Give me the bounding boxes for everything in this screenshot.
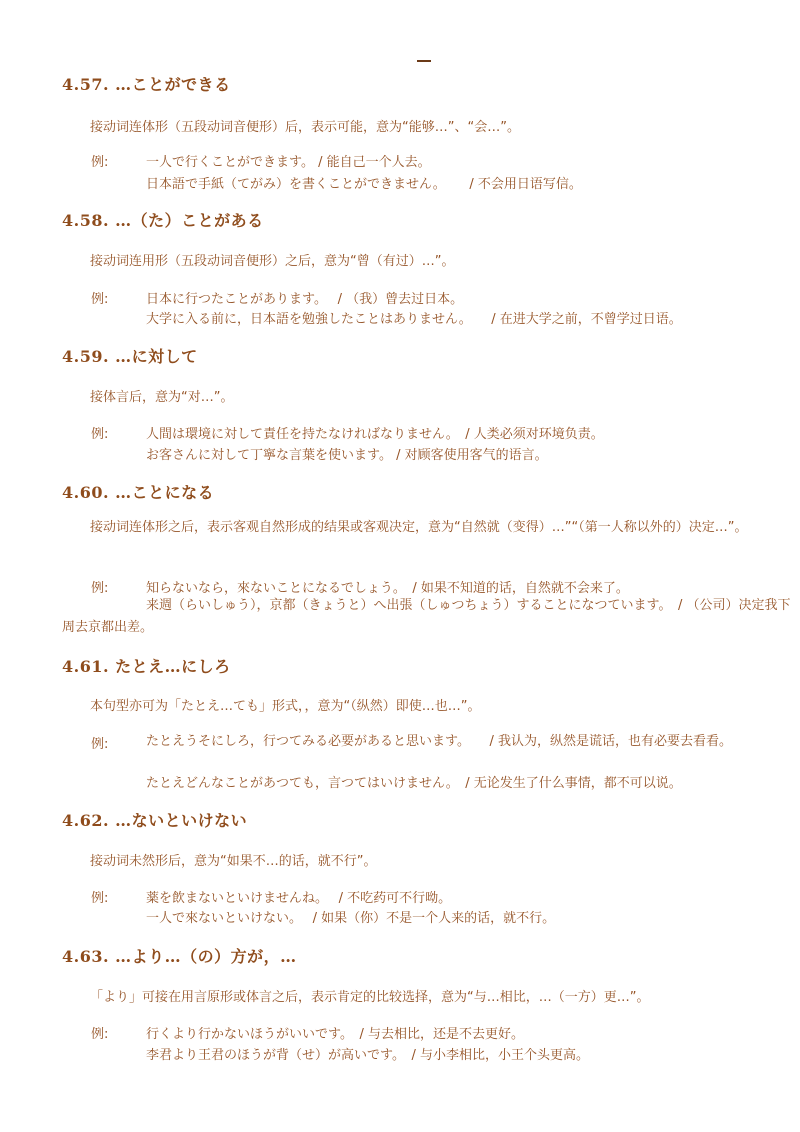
example-label: 例: bbox=[91, 427, 109, 442]
example-line: 人間は環境に対して責任を持たなければなりません。 / 人类必须对环境负责。 bbox=[146, 427, 604, 442]
section-description: 「より」可接在用言原形或体言之后，表示肯定的比较选择，意为“与…相比，…（一方）更…”。 bbox=[90, 990, 650, 1005]
section-description: 接动词连体形之后，表示客观自然形成的结果或客观决定，意为“自然就（变得）…”“（第一人称以外的）决定…”。 bbox=[90, 520, 748, 535]
section-heading: 4.63. …より…（の）方が，… bbox=[62, 947, 297, 966]
example-line: 来週（らいしゅう），京都（きょうと）へ出張（しゅつちょう）することになつています。 / （公司）决定我下周去京都出差。 bbox=[62, 598, 791, 635]
example-line: 大学に入る前に，日本語を勉強したことはありません。 / 在进大学之前，不曾学过日语。 bbox=[146, 312, 682, 327]
example-line: 日本語で手紙（てがみ）を書くことができません。 / 不会用日语写信。 bbox=[146, 177, 582, 192]
section-description: 接动词未然形后，意为“如果不…的话，就不行”。 bbox=[90, 854, 377, 869]
page-number-mark bbox=[417, 60, 431, 62]
section-heading: 4.59. …に対して bbox=[62, 347, 198, 366]
section-description: 本句型亦可为「たとえ…ても」形式，，意为“（纵然）即使…也…”。 bbox=[90, 699, 481, 714]
section-description: 接动词连用形（五段动词音便形）之后，意为“曾（有过）…”。 bbox=[90, 254, 455, 269]
example-label: 例: bbox=[91, 155, 109, 170]
example-line: 一人で行くことができます。 / 能自己一个人去。 bbox=[146, 155, 431, 170]
example-line: お客さんに対して丁寧な言葉を使います。 / 对顾客使用客气的语言。 bbox=[146, 448, 548, 463]
example-label: 例: bbox=[91, 737, 109, 752]
example-line: 李君より王君のほうが背（せ）が高いです。 / 与小李相比，小王个头更高。 bbox=[146, 1048, 589, 1063]
example-line: たとえうそにしろ，行つてみる必要があると思います。 / 我认为，纵然是谎话，也有必要去看看。 bbox=[146, 734, 732, 749]
example-label: 例: bbox=[91, 1027, 109, 1042]
example-line: たとえどんなことがあつても，言つてはいけません。 / 无论发生了什么事情，都不可以说。 bbox=[146, 776, 682, 791]
section-heading: 4.62. …ないといけない bbox=[62, 811, 248, 830]
section-description: 接体言后，意为“对…”。 bbox=[90, 390, 234, 405]
example-line: 一人で來ないといけない。 / 如果（你）不是一个人来的话，就不行。 bbox=[146, 911, 556, 926]
section-heading: 4.58. …（た）ことがある bbox=[62, 211, 264, 230]
section-heading: 4.57. …ことができる bbox=[62, 75, 231, 94]
example-line: 知らないなら，來ないことになるでしょう。 / 如果不知道的话，自然就不会来了。 bbox=[146, 581, 629, 596]
section-description: 接动词连体形（五段动词音便形）后，表示可能，意为“能够…”、“会…”。 bbox=[90, 120, 520, 135]
example-line: 日本に行つたことがあります。 / （我）曾去过日本。 bbox=[146, 292, 464, 307]
section-heading: 4.61. たとえ…にしろ bbox=[62, 657, 231, 676]
example-label: 例: bbox=[91, 891, 109, 906]
example-line: 行くより行かないほうがいいです。 / 与去相比，还是不去更好。 bbox=[146, 1027, 524, 1042]
section-heading: 4.60. …ことになる bbox=[62, 483, 215, 502]
example-line: 薬を飲まないといけませんね。 / 不吃药可不行呦。 bbox=[146, 891, 452, 906]
example-label: 例: bbox=[91, 581, 109, 596]
example-label: 例: bbox=[91, 292, 109, 307]
